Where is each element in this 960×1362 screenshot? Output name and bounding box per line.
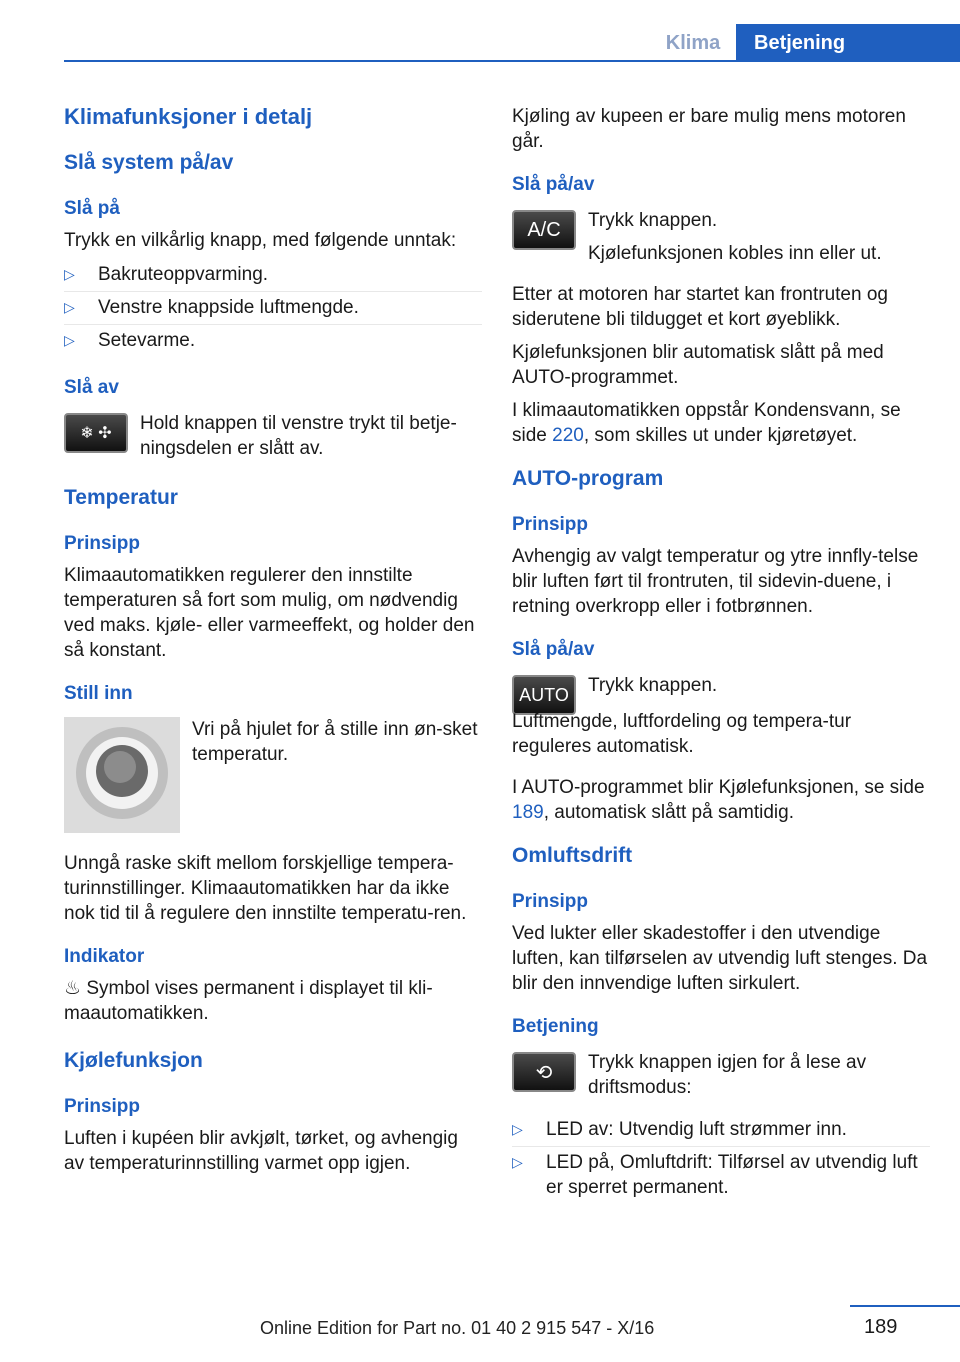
left-column (64, 98, 482, 1176)
triangle-bullet-icon: ▷ (512, 1121, 523, 1137)
triangle-bullet-icon: ▷ (512, 1154, 523, 1170)
tab-betjening[interactable]: Betjening (736, 24, 960, 62)
auto-text-1: Trykk knappen. (588, 675, 718, 696)
recirc-text: Ved lukter eller skadestoffer i den utvendige luften, kan tilførselen av utvendig luft stenges. Da blir den innvendige luften sirkulert. (512, 923, 928, 994)
set-row (64, 717, 482, 833)
temperature-title: Temperatur (64, 486, 178, 509)
footer-rule (850, 1305, 960, 1307)
set-title: Still inn (64, 683, 133, 704)
ac-text-2: Kjølefunksjonen kobles inn eller ut. (588, 243, 882, 264)
cooling-title: Kjølefunksjon (64, 1049, 203, 1072)
recirc-row (512, 1050, 930, 1100)
tab-klima[interactable]: Klima (665, 31, 721, 54)
temperature-text: Klimaautomatikken regulerer den innstilte temperaturen så fort som mulig, om nødvendig ved maks. kjøle- eller varmeeffekt, og holder den så konstant. (64, 565, 475, 661)
auto-title: AUTO-program (512, 467, 664, 490)
exceptions-list (64, 259, 482, 357)
cooling-principle-title: Prinsipp (64, 1096, 141, 1117)
list-item: ▷ LED på, Omluftdrift: Tilførsel av utvendig luft er sperret permanent. (512, 1152, 918, 1198)
list-item: ▷ LED av: Utvendig luft strømmer inn. (512, 1114, 930, 1147)
indicator-title: Indikator (64, 946, 145, 967)
ac-text-1: Trykk knappen. (588, 210, 718, 231)
set-text: Vri på hjulet for å stille inn øn-sket temperatur. (192, 719, 478, 765)
recirc-principle-title: Prinsipp (512, 891, 589, 912)
off-title: Slå av (64, 377, 119, 398)
recirc-btn-text: Trykk knappen igjen for å lese av driftsmodus: (588, 1052, 867, 1098)
principle-title: Prinsipp (64, 533, 141, 554)
auto-principle-title: Prinsipp (512, 514, 589, 535)
system-title: Slå system på/av (64, 151, 234, 174)
auto-principle-text: Avhengig av valgt temperatur og ytre innfly-telse blir luften ført til frontruten, til sidevin-duene, i retning overkropp eller i fotbrønnen. (512, 546, 919, 617)
off-row (64, 411, 482, 461)
triangle-bullet-icon: ▷ (64, 299, 75, 315)
operation-title: Betjening (512, 1016, 599, 1037)
auto-on-text: Kjølefunksjonen blir automatisk slått på med AUTO-programmet. (512, 342, 884, 388)
recirc-list (512, 1114, 930, 1204)
ac-button-icon: A/C (512, 210, 576, 250)
page-number: 189 (864, 1316, 898, 1338)
list-item: ▷ Venstre knappside luftmengde. (64, 292, 482, 325)
edition-footer: Online Edition for Part no. 01 40 2 915 547 - X/16 (260, 1318, 655, 1338)
right-column (512, 98, 930, 1204)
auto-cool-text: I AUTO-programmet blir Kjølefunksjonen, se side 189, automatisk slått på samtidig. (512, 777, 925, 823)
off-text: Hold knappen til venstre trykt til betje-ningsdelen er slått av. (140, 413, 457, 459)
auto-text-2: Luftmengde, luftfordeling og tempera-tur reguleres automatisk. (512, 711, 852, 757)
heat-symbol-icon: ♨ (64, 978, 87, 999)
cooling-text: Luften i kupéen blir avkjølt, tørket, og avhengig av temperaturinnstilling varmet opp igjen. (64, 1128, 458, 1174)
page-link[interactable]: 189 (512, 802, 544, 823)
auto-onoff-title: Slå på/av (512, 639, 595, 660)
triangle-bullet-icon: ▷ (64, 266, 75, 282)
on-title: Slå på (64, 198, 120, 219)
after-start-text: Etter at motoren har startet kan frontruten og siderutene bli tildugget et kort øyeblikk. (512, 284, 888, 330)
indicator-text-row: ♨ Symbol vises permanent i displayet til kli-maautomatikken. (64, 978, 433, 1024)
on-text: Trykk en vilkårlig knapp, med følgende unntak: (64, 230, 457, 251)
auto-button-icon: AUTO (512, 675, 576, 715)
list-item: ▷ Bakruteoppvarming. (64, 259, 482, 292)
triangle-bullet-icon: ▷ (64, 332, 75, 348)
temperature-knob-icon (64, 717, 180, 833)
off-fan-button-icon: ❄ ✣ (64, 413, 128, 453)
avoid-text: Unngå raske skift mellom forskjellige tempera-turinnstillinger. Klimaautomatikken har da ikke nok tid til å regulere den innstilte temperatu-ren. (64, 853, 467, 924)
page-link[interactable]: 220 (552, 425, 584, 446)
condensate-text: I klimaautomatikken oppstår Kondensvann, se side 220, som skilles ut under kjøretøyet. (512, 400, 901, 446)
ac-row (512, 208, 930, 266)
list-item: ▷ Setevarme. (64, 330, 196, 351)
cooling-only-text: Kjøling av kupeen er bare mulig mens motoren går. (512, 106, 906, 152)
onoff-title: Slå på/av (512, 174, 595, 195)
recirc-title: Omluftsdrift (512, 844, 633, 867)
section-title: Klimafunksjoner i detalj (64, 104, 313, 129)
recirc-button-icon: ⟲ (512, 1052, 576, 1092)
